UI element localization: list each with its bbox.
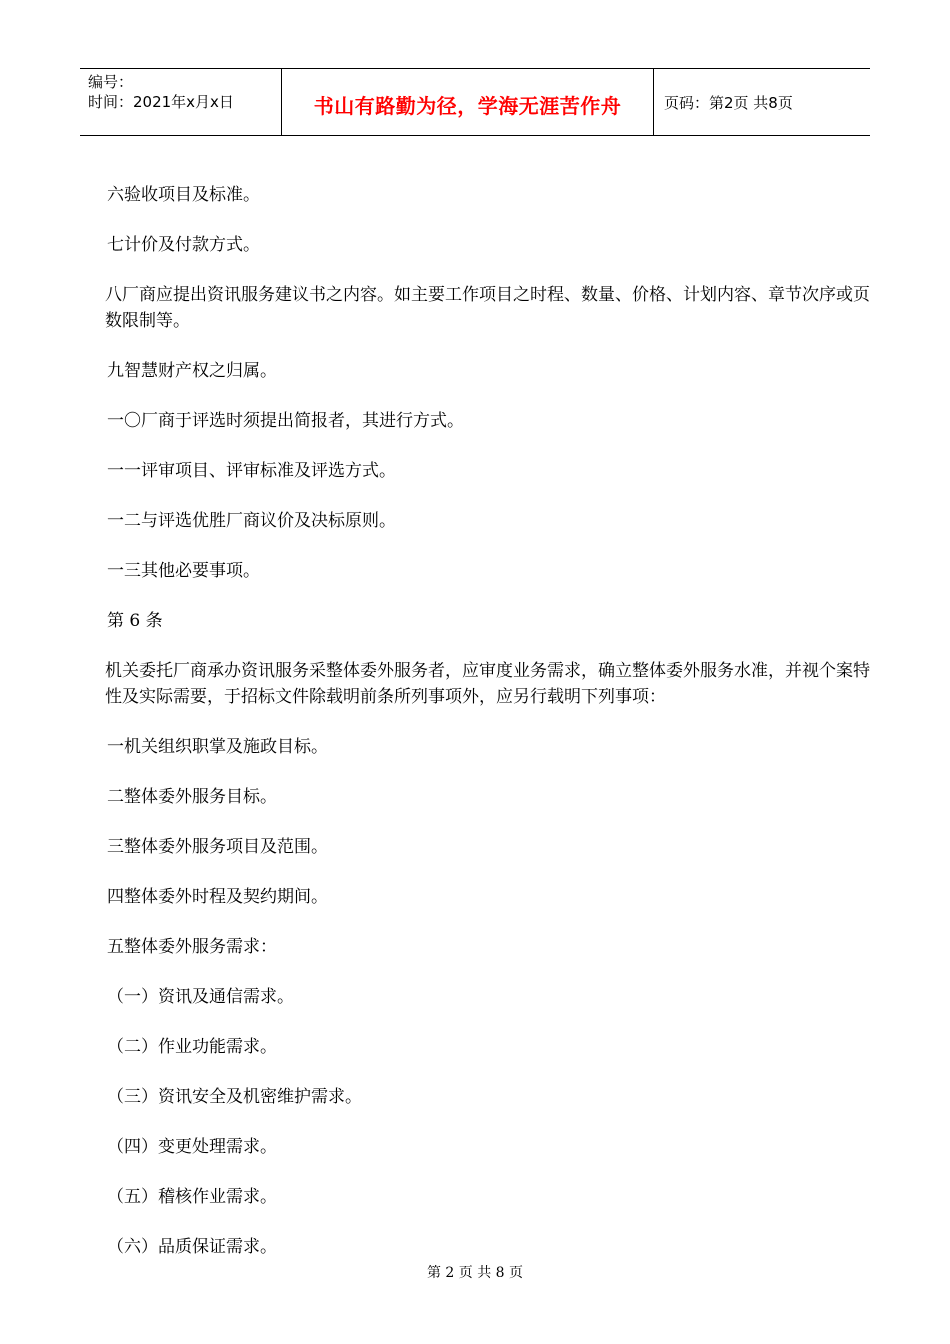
sub-list-item: （一）资讯及通信需求。 [107,987,294,1007]
paragraph-item-8: 八厂商应提出资讯服务建议书之内容。如主要工作项目之时程、数量、价格、计划内容、章节次序或页数限制等。 [105,285,870,331]
paragraph-item-13: 一三其他必要事项。 [107,561,260,581]
sub-list-item: （三）资讯安全及机密维护需求。 [107,1087,362,1107]
list-item: 二整体委外服务目标。 [107,787,277,807]
paragraph-item-7: 七计价及付款方式。 [107,235,260,255]
paragraph-item-10: 一〇厂商于评选时须提出简报者，其进行方式。 [107,411,464,431]
list-item: 四整体委外时程及契约期间。 [107,887,328,907]
page-footer: 第 2 页 共 8 页 [426,1265,524,1281]
paragraph-item-9: 九智慧财产权之归属。 [107,361,277,381]
list-item: 一机关组织职掌及施政目标。 [107,737,328,757]
page-header [80,68,870,136]
article-body: 机关委托厂商承办资讯服务采整体委外服务者，应审度业务需求，确立整体委外服务水准，并视个案特性及实际需要，于招标文件除载明前条所列事项外，应另行载明下列事项： [105,661,870,707]
document-body [107,182,875,1284]
paragraph-item-12: 一二与评选优胜厂商议价及决标原则。 [107,511,396,531]
document-number-label: 编号： [88,73,134,91]
header-meta [80,69,282,135]
list-item: 五整体委外服务需求： [107,937,277,957]
sub-list-item: （二）作业功能需求。 [107,1037,277,1057]
header-page-info: 页码：第2页 共8页 [664,93,793,112]
header-motto: 书山有路勤为径，学海无涯苦作舟 [282,69,654,135]
sub-list-item: （四）变更处理需求。 [107,1137,277,1157]
document-time-label: 时间：2021年x月x日 [88,93,234,111]
sub-list-item: （五）稽核作业需求。 [107,1187,277,1207]
list-item: 三整体委外服务项目及范围。 [107,837,328,857]
sub-list-item: （六）品质保证需求。 [107,1237,277,1257]
paragraph-item-11: 一一评审项目、评审标准及评选方式。 [107,461,396,481]
article-heading: 第 6 条 [107,611,163,631]
paragraph-item-6: 六验收项目及标准。 [107,185,260,205]
